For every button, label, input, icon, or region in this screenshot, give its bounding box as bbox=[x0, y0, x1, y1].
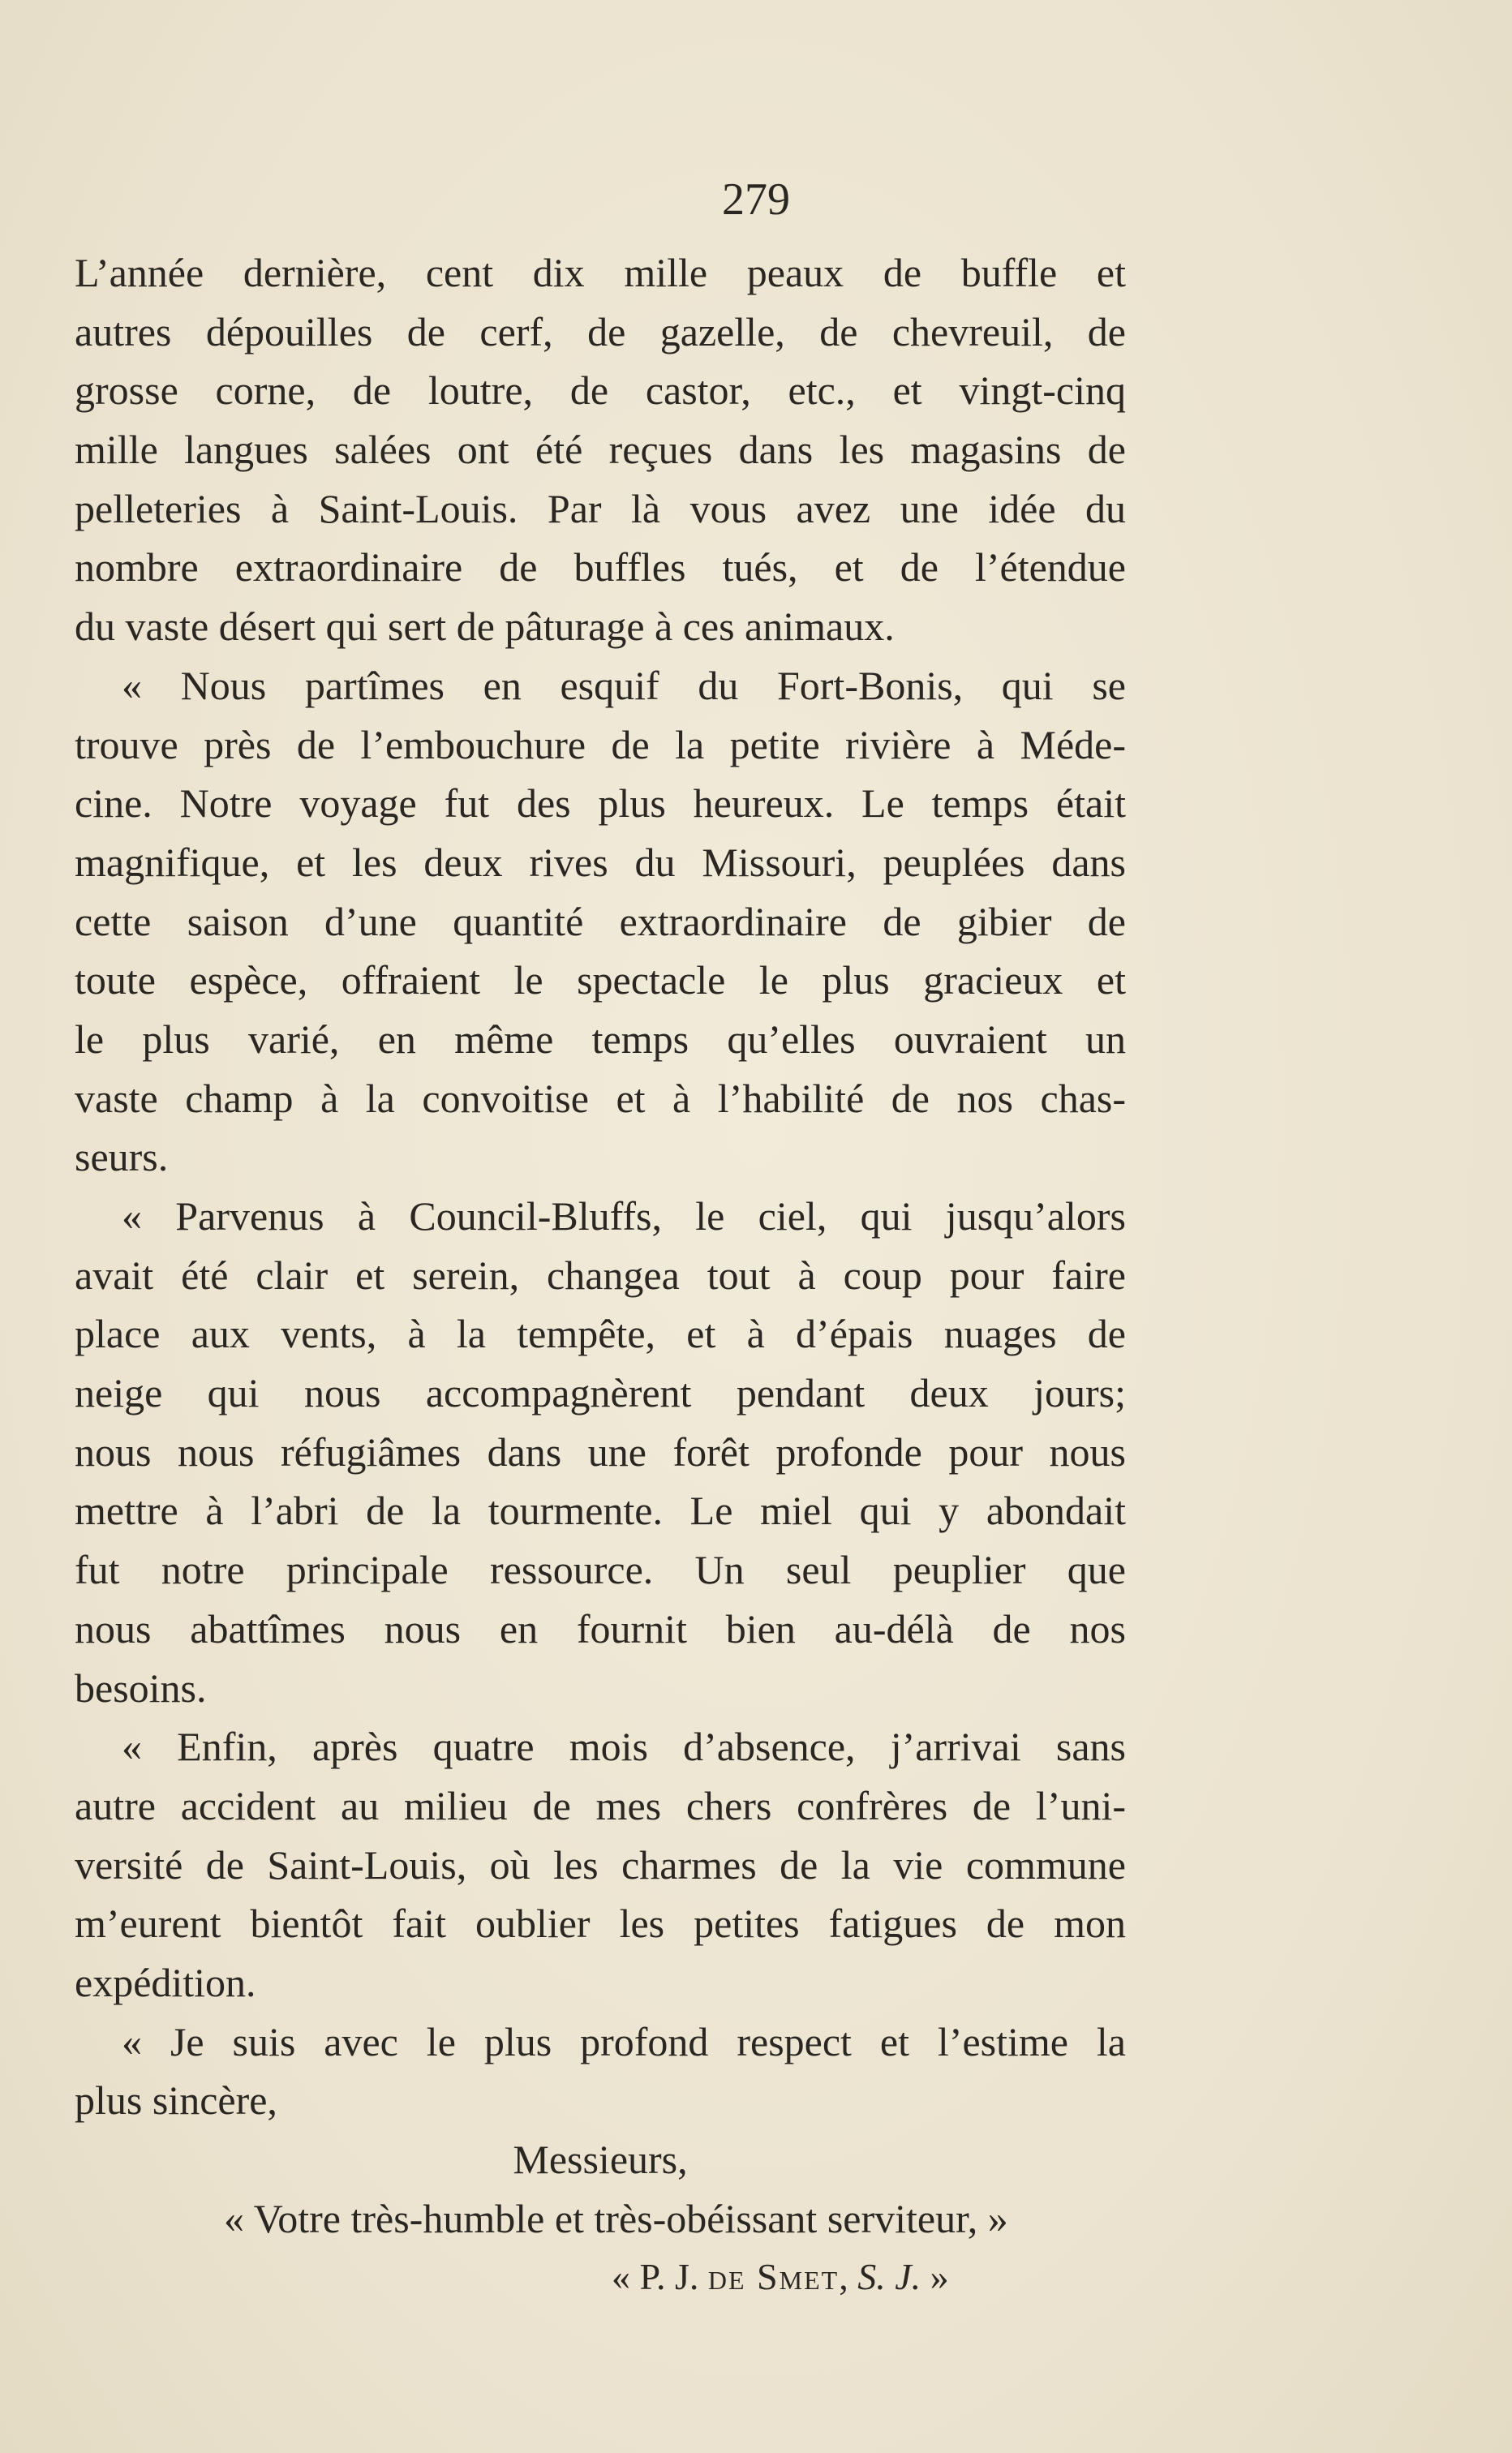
text-line: mille langues salées ont été reçues dans les magasins de bbox=[75, 427, 1126, 473]
signature-initials: P. J. bbox=[639, 2256, 699, 2298]
text-line: magnifique, et les deux rives du Missouri, peuplées dans bbox=[75, 839, 1126, 885]
text-line: neige qui nous accompagnèrent pendant deux jours; bbox=[75, 1370, 1126, 1416]
text-line: « Parvenus à Council-Bluffs, le ciel, qui jusqu’alors bbox=[122, 1193, 1126, 1239]
text-line: grosse corne, de loutre, de castor, etc., et vingt-cinq bbox=[75, 367, 1126, 414]
text-line: « Je suis avec le plus profond respect et l’estime la bbox=[122, 2018, 1126, 2064]
salutation: Messieurs, bbox=[513, 2137, 688, 2182]
text-line: pelleteries à Saint-Louis. Par là vous avez une idée du bbox=[75, 485, 1126, 531]
text-line: nous nous réfugiâmes dans une forêt profonde pour nous bbox=[75, 1428, 1126, 1475]
text-line: du vaste désert qui sert de pâturage à ces animaux. bbox=[75, 604, 895, 650]
text-line: plus sincère, bbox=[75, 2077, 277, 2124]
signature-separator: , bbox=[839, 2256, 848, 2298]
text-line: cine. Notre voyage fut des plus heureux. Le temps était bbox=[75, 780, 1126, 827]
text-line: mettre à l’abri de la tourmente. Le miel qui y abondait bbox=[75, 1488, 1126, 1534]
text-line: nous abattîmes nous en fournit bien au-délà de nos bbox=[75, 1605, 1126, 1652]
text-line: nombre extraordinaire de buffles tués, et de l’étendue bbox=[75, 544, 1126, 591]
text-line: L’année dernière, cent dix mille peaux de buffle et bbox=[75, 250, 1126, 295]
text-line: place aux vents, à la tempête, et à d’épais nuages de bbox=[75, 1311, 1126, 1357]
signature-order: S. J. bbox=[857, 2256, 921, 2298]
signature bbox=[75, 2248, 1126, 2307]
text-line: autre accident au milieu de mes chers confrères de l’uni- bbox=[75, 1782, 1126, 1828]
text-line: fut notre principale ressource. Un seul peuplier que bbox=[75, 1547, 1126, 1593]
text-line: le plus varié, en même temps qu’elles ouvraient un bbox=[75, 1016, 1126, 1062]
text-line: versité de Saint-Louis, où les charmes de la vie commune bbox=[75, 1841, 1126, 1888]
body-text bbox=[75, 243, 1126, 2307]
signature-name: de Smet bbox=[707, 2256, 840, 2298]
closing-line: « Votre très-humble et très-obéissant serviteur, » bbox=[224, 2195, 1008, 2241]
signature-close-quote: » bbox=[930, 2256, 949, 2298]
text-line: seurs. bbox=[75, 1134, 169, 1180]
text-line: avait été clair et serein, changea tout à coup pour faire bbox=[75, 1252, 1126, 1298]
text-line: « Nous partîmes en esquif du Fort-Bonis, qui se bbox=[122, 662, 1126, 708]
signature-open-quote: « bbox=[612, 2256, 630, 2298]
text-line: trouve près de l’embouchure de la petite rivière à Méde- bbox=[75, 721, 1126, 767]
text-line: besoins. bbox=[75, 1665, 207, 1711]
page-number: 279 bbox=[722, 174, 790, 225]
text-line: expédition. bbox=[75, 1959, 256, 2005]
text-line: m’eurent bientôt fait oublier les petites fatigues de mon bbox=[75, 1901, 1126, 1947]
text-line: vaste champ à la convoitise et à l’habilité de nos chas- bbox=[75, 1075, 1126, 1121]
text-line: toute espèce, offraient le spectacle le plus gracieux et bbox=[75, 957, 1126, 1003]
text-line: autres dépouilles de cerf, de gazelle, de chevreuil, de bbox=[75, 308, 1126, 354]
text-line: cette saison d’une quantité extraordinaire de gibier de bbox=[75, 898, 1126, 944]
text-line: « Enfin, après quatre mois d’absence, j’arrivai sans bbox=[122, 1724, 1126, 1770]
